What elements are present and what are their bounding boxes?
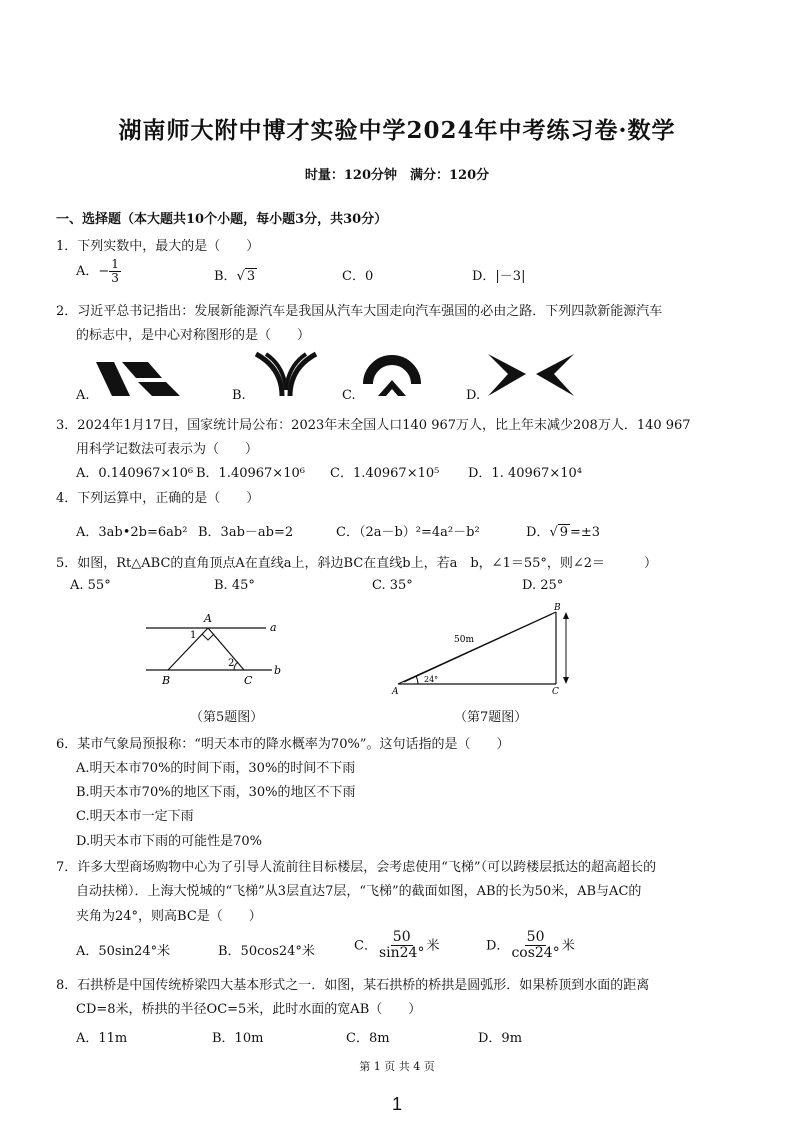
figure-5 bbox=[140, 606, 290, 690]
fig7-label-A: A bbox=[392, 687, 399, 697]
q8-option-a: A．11m bbox=[76, 1031, 128, 1046]
q1-stem: 1．下列实数中，最大的是（ ） bbox=[56, 239, 260, 254]
q6-option-d: D.明天本市下雨的可能性是70% bbox=[76, 834, 262, 849]
q7-line1: 7．许多大型商场购物中心为了引导人流前往目标楼层，会考虑使用“飞梯”（可以跨楼层抵达的超高超长的 bbox=[56, 860, 657, 875]
q5-option-a: A. 55° bbox=[70, 578, 111, 593]
page-title: 湖南师大附中博才实验中学2024年中考练习卷·数学 bbox=[118, 117, 676, 144]
fig7-label-B: B bbox=[554, 603, 561, 613]
q5-option-d: D. 25° bbox=[522, 578, 564, 593]
page-footer: 第 1 页 共 4 页 bbox=[359, 1060, 435, 1073]
q6-option-c: C.明天本市一定下雨 bbox=[76, 809, 194, 824]
fig5-angle-1: 1 bbox=[190, 630, 197, 641]
fig5-label-C: C bbox=[244, 674, 253, 687]
q6-option-a: A.明天本市70%的时间下雨，30%的时间不下雨 bbox=[76, 761, 356, 776]
fig5-label-B: B bbox=[162, 674, 171, 687]
q3-option-c: C．1.40967×10⁵ bbox=[330, 466, 440, 481]
q3-line1: 3．2024年1月17日，国家统计局公布：2023年末全国人口140 967万人，比上年末减少208万人．140 967 bbox=[56, 418, 691, 433]
q5-option-c: C. 35° bbox=[372, 578, 413, 593]
q1-option-a: A．− $\frac{1}{3}$ bbox=[76, 257, 119, 286]
q3-line2: 用科学记数法可表示为（ ） bbox=[76, 442, 259, 457]
fig7-label-C: C bbox=[552, 687, 559, 697]
q8-line2: CD=8米，桥拱的半径OC=5米，此时水面的宽AB（ ） bbox=[76, 1002, 422, 1017]
q8-option-d: D．9m bbox=[478, 1031, 523, 1046]
logo-c-icon bbox=[362, 350, 422, 400]
section-heading: 一、选择题（本大题共10个小题，每小题3分，共30分） bbox=[56, 212, 388, 227]
q6-stem: 6．某市气象局预报称：“明天本市的降水概率为70%”。这句话指的是（ ） bbox=[56, 737, 510, 752]
fig5-caption: （第5题图） bbox=[190, 710, 264, 725]
q2-option-b-label: B. bbox=[232, 388, 246, 403]
q5-stem: 5．如图，Rt△ABC的直角顶点A在直线a上，斜边BC在直线b上，若a b，∠1＝55°，则∠2＝ ） bbox=[56, 556, 658, 571]
q7-option-b: B．50cos24°米 bbox=[218, 944, 315, 959]
q3-option-d: D．1. 40967×10⁴ bbox=[468, 466, 582, 481]
q2-option-a-label: A. bbox=[76, 388, 90, 403]
q5-option-b: B. 45° bbox=[214, 578, 255, 593]
q4-option-b: B．3ab－ab=2 bbox=[198, 525, 294, 540]
q7-option-c: C． $\frac{50}{\sin 24^\circ}$ 米 bbox=[354, 929, 440, 962]
q4-stem: 4．下列运算中，正确的是（ ） bbox=[56, 491, 260, 506]
fig5-angle-2: 2 bbox=[228, 658, 235, 669]
q3-option-b: B．1.40967×10⁶ bbox=[196, 466, 305, 481]
q2-option-c-label: C. bbox=[342, 388, 356, 403]
fig7-caption: （第7题图） bbox=[454, 710, 528, 725]
fig5-label-b: b bbox=[274, 664, 282, 677]
logo-d-icon bbox=[486, 352, 576, 398]
q4-option-c: C．（2a－b）²=4a²－b² bbox=[336, 525, 480, 540]
q1-option-d: D．|－3| bbox=[472, 269, 526, 284]
page-number: 1 bbox=[391, 1094, 402, 1114]
logo-a-icon bbox=[92, 356, 190, 402]
q8-line1: 8．石拱桥是中国传统桥梁四大基本形式之一．如图，某石拱桥的桥拱是圆弧形．如果桥顶到水面的距离 bbox=[56, 978, 650, 993]
q7-option-d: D． $\frac{50}{\cos 24^\circ}$ 米 bbox=[486, 929, 575, 962]
q2-line1: 2．习近平总书记指出：发展新能源汽车是我国从汽车大国走向汽车强国的必由之路．下列四款新能源汽车 bbox=[56, 304, 663, 319]
q1-option-b: B．√ 3 bbox=[214, 269, 256, 284]
q4-option-a: A．3ab•2b=6ab² bbox=[76, 525, 188, 540]
fig5-label-A: A bbox=[204, 612, 212, 625]
q7-line2: 自动扶梯）．上海大悦城的“飞梯”从3层直达7层，“飞梯”的截面如图，AB的长为50米，AB与AC的 bbox=[76, 884, 642, 899]
q2-line2: 的标志中，是中心对称图形的是（ ） bbox=[76, 328, 311, 343]
q3-option-a: A．0.140967×10⁶ bbox=[76, 466, 194, 481]
fig7-length: 50m bbox=[454, 635, 474, 645]
q2-option-d-label: D. bbox=[466, 388, 481, 403]
q1-option-c: C．0 bbox=[342, 269, 374, 284]
figure-7 bbox=[388, 600, 580, 698]
q7-line3: 夹角为24°，则高BC是（ ） bbox=[76, 909, 262, 924]
fig7-angle: 24° bbox=[424, 675, 439, 684]
logo-b-icon bbox=[252, 350, 320, 400]
q7-option-a: A．50sin24°米 bbox=[76, 944, 171, 959]
q8-option-c: C．8m bbox=[346, 1031, 390, 1046]
fig5-label-a: a bbox=[270, 621, 277, 634]
q6-option-b: B.明天本市70%的地区下雨，30%的地区不下雨 bbox=[76, 785, 356, 800]
q8-option-b: B．10m bbox=[212, 1031, 264, 1046]
exam-info: 时量：120分钟 满分：120分 bbox=[304, 168, 490, 183]
q4-option-d: D．√ 9 =±3 bbox=[526, 525, 601, 540]
